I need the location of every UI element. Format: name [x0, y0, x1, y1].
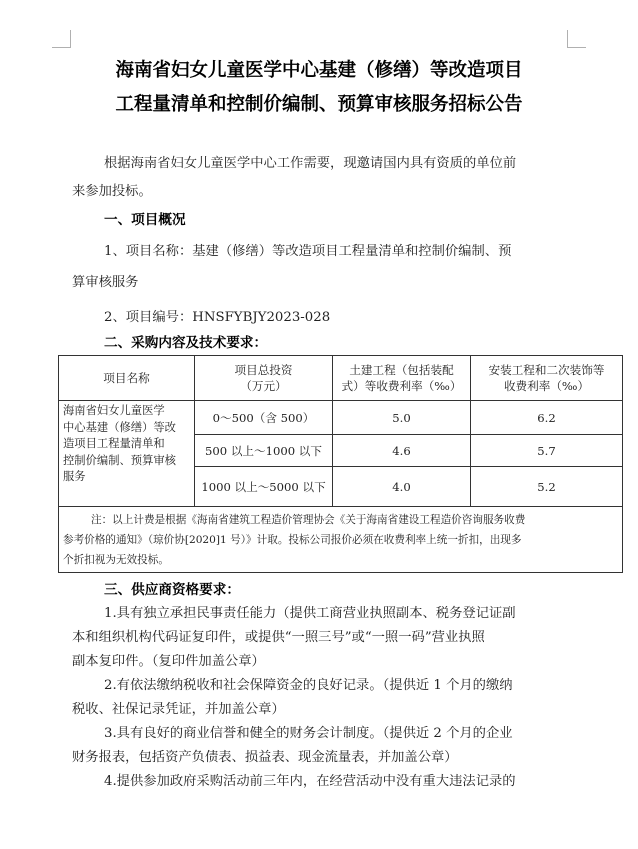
project-name-text: 中心基建（修缮）等改: [63, 420, 176, 434]
section-3-heading: 三、供应商资格要求：: [104, 582, 240, 598]
requirement-1-line-1: 1.具有独立承担民事责任能力（提供工商营业执照副本、税务登记证副: [104, 606, 516, 621]
requirement-2-line-2: 税收、社保记录凭证，并加盖公章）: [72, 702, 285, 717]
investment-range-cell: 0～500（含 500）: [195, 401, 333, 435]
civil-rate-cell: 5.0: [333, 401, 471, 435]
crop-mark-top-right: [567, 30, 568, 48]
section-2-heading: 二、采购内容及技术要求：: [104, 335, 268, 351]
header-project-name: 项目名称: [59, 356, 195, 401]
header-install-line-1: 安装工程和二次装饰等: [488, 363, 605, 377]
install-rate-cell: 5.2: [471, 467, 623, 507]
header-civil-line-2: 式）等收费利率（‰）: [341, 379, 462, 393]
project-name-line-1: 1、项目名称：基建（修缮）等改造项目工程量清单和控制价编制、预: [104, 244, 512, 259]
requirement-2-line-1: 2.有依法缴纳税收和社会保障资金的良好记录。（提供近 1 个月的缴纳: [104, 678, 513, 693]
section-1-heading: 一、项目概况: [104, 212, 186, 228]
table-note: [59, 507, 623, 573]
install-rate-cell: 5.7: [471, 435, 623, 467]
requirement-1-line-3: 副本复印件。（复印件加盖公章）: [72, 654, 265, 669]
table-row: [59, 401, 623, 435]
requirement-3-line-1: 3.具有良好的商业信誉和健全的财务会计制度。（提供近 2 个月的企业: [104, 726, 513, 741]
intro-line-1: 根据海南省妇女儿童医学中心工作需要，现邀请国内具有资质的单位前: [104, 156, 517, 171]
header-civil-rate: [333, 356, 471, 401]
project-name-text: 造项目工程量清单和: [63, 437, 165, 450]
intro-line-2: 来参加投标。: [72, 184, 152, 199]
header-investment-line-2: （万元）: [240, 379, 287, 393]
project-name-cell: [59, 401, 195, 507]
table-note-line: 个折扣视为无效投标。: [63, 553, 169, 566]
project-name-text: 服务: [63, 470, 86, 483]
header-install-line-2: 收费利率（‰）: [503, 379, 590, 393]
crop-mark-top-right: [567, 47, 586, 48]
document-title-line-2: 工程量清单和控制价编制、预算审核服务招标公告: [115, 94, 523, 115]
project-name-text: 控制价编制、预算审核: [63, 453, 176, 467]
civil-rate-cell: 4.0: [333, 467, 471, 507]
requirement-3-line-2: 财务报表，包括资产负债表、损益表、现金流量表，并加盖公章）: [72, 750, 458, 765]
header-investment-line-1: 项目总投资: [234, 363, 293, 377]
install-rate-cell: 6.2: [471, 401, 623, 435]
table-note-line: 注：以上计费是根据《海南省建筑工程造价管理协会《关于海南省建设工程造价咨询服务收费: [91, 513, 526, 526]
table-note-row: [59, 507, 623, 573]
table-note-line: 参考价格的通知》（琼价协[2020]1 号）》计取。投标公司报价必须在收费利率上统一折扣，出现多: [63, 533, 522, 546]
header-investment: [195, 356, 333, 401]
document-title-line-1: 海南省妇女儿童医学中心基建（修缮）等改造项目: [115, 60, 523, 81]
header-install-rate: [471, 356, 623, 401]
civil-rate-cell: 4.6: [333, 435, 471, 467]
fee-rate-table: [58, 355, 623, 573]
project-name-text: 海南省妇女儿童医学: [63, 404, 165, 417]
requirement-4-line-1: 4.提供参加政府采购活动前三年内，在经营活动中没有重大违法记录的: [104, 774, 516, 789]
crop-mark-top-left: [70, 30, 71, 48]
investment-range-cell: 1000 以上～5000 以下: [195, 467, 333, 507]
header-civil-line-1: 土建工程（包括装配: [349, 363, 454, 377]
requirement-1-line-2: 本和组织机构代码证复印件，或提供“一照三号”或“一照一码”营业执照: [72, 630, 485, 645]
table-header-row: [59, 356, 623, 401]
crop-mark-top-left: [52, 47, 71, 48]
investment-range-cell: 500 以上～1000 以下: [195, 435, 333, 467]
project-number: 2、项目编号：HNSFYBJY2023-028: [104, 310, 331, 325]
project-name-line-2: 算审核服务: [72, 275, 139, 290]
